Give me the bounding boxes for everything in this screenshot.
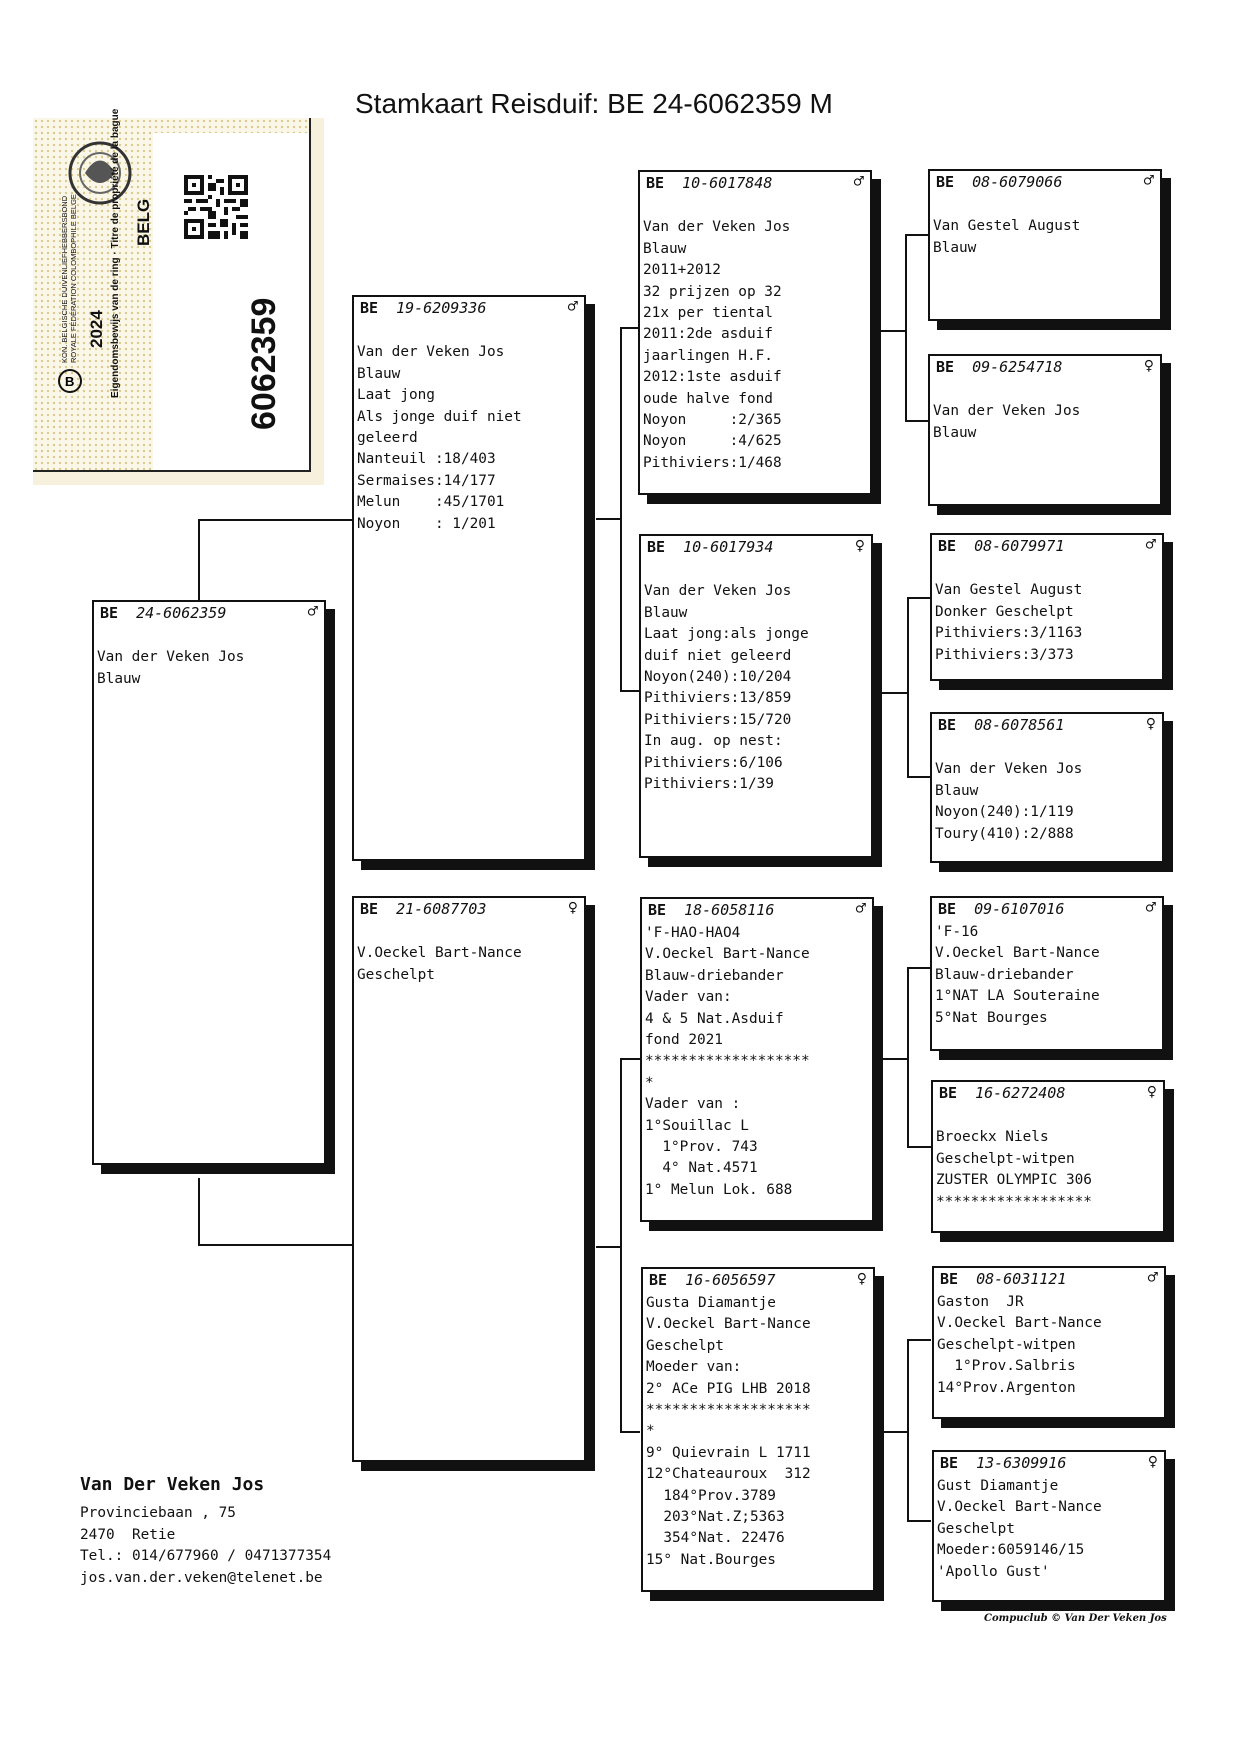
info-line: ****************** (936, 1193, 1092, 1210)
info-line: Laat jong:als jonge (644, 626, 809, 643)
pigeon-card-subject (92, 600, 326, 1165)
pigeon-card-header (360, 900, 578, 922)
info-line: Noyon(240):1/119 (935, 804, 1074, 821)
connector-line (907, 1339, 909, 1521)
country-code: BE (646, 174, 665, 192)
ring-number: 08-6079066 (972, 173, 1063, 191)
pigeon-card-lines (933, 195, 1156, 259)
pigeon-card-header (938, 716, 1156, 738)
info-line: 4 & 5 Nat.Asduif (645, 1010, 784, 1027)
info-line: 21x per tiental (643, 305, 773, 322)
sex-icon: ♀ (1143, 356, 1154, 376)
country-code: BE (940, 1454, 959, 1472)
info-line: 203°Nat.Z;5363 (646, 1509, 785, 1526)
pigeon-card-header (100, 604, 318, 626)
info-line: Pithiviers:3/1163 (935, 625, 1083, 642)
info-line: Pithiviers:15/720 (644, 711, 792, 728)
info-line: Toury(410):2/888 (935, 825, 1074, 842)
country-code: BE (100, 604, 119, 622)
pigeon-card-ggs3 (930, 896, 1164, 1051)
connector-line (907, 597, 909, 777)
info-line: Pithiviers:13/859 (644, 690, 792, 707)
info-line: 2011:2de asduif (643, 326, 773, 343)
ring-number: 24-6062359 (136, 604, 227, 622)
info-line (97, 626, 320, 647)
info-line: 2012:1ste asduif (643, 369, 782, 386)
owner-phone: Tel.: 014/677960 / 0471377354 (80, 1548, 332, 1564)
connector-line (198, 1178, 200, 1246)
info-line: * (645, 1074, 654, 1091)
info-line: Als jonge duif niet (357, 408, 522, 425)
pigeon-card-lines (937, 1476, 1160, 1583)
info-line (644, 560, 867, 581)
info-line: ******************* (645, 1053, 810, 1070)
ring-number: 10-6017934 (683, 538, 774, 556)
page-title: Stamkaart Reisduif: BE 24-6062359 M (355, 88, 833, 119)
info-line: Blauw (933, 424, 977, 441)
connector-line (198, 519, 353, 521)
info-line: Noyon : 1/201 (357, 515, 496, 532)
pigeon-card-lines (936, 1106, 1159, 1213)
connector-line (907, 776, 931, 778)
info-line: Sermaises:14/177 (357, 472, 496, 489)
pigeon-card-lines (646, 1293, 869, 1571)
info-line: 1°Prov.Salbris (937, 1358, 1076, 1375)
connector-line (882, 1058, 907, 1060)
info-line: 9° Quievrain L 1711 (646, 1444, 811, 1461)
info-line: 32 prijzen op 32 (643, 283, 782, 300)
info-line: oude halve fond (643, 390, 773, 407)
info-line: 1°NAT LA Souteraine (935, 988, 1100, 1005)
pigeon-card-header (648, 901, 866, 923)
connector-line (905, 234, 907, 421)
info-line: 1°Souillac L (645, 1117, 749, 1134)
pigeon-card-lines (645, 923, 868, 1201)
ring-number: 21-6087703 (396, 900, 487, 918)
footer-credit: Compuclub © Van Der Veken Jos (984, 1613, 1167, 1624)
sex-icon: ♂ (1145, 898, 1156, 918)
pigeon-card-lines (97, 626, 320, 690)
connector-line (596, 1246, 620, 1248)
connector-line (198, 519, 200, 601)
info-line: 4° Nat.4571 (645, 1160, 758, 1177)
connector-line (620, 327, 622, 691)
info-line: 'F-HAO-HAO4 (645, 925, 741, 941)
sex-icon: ♀ (567, 898, 578, 918)
info-line: Blauw-driebander (645, 967, 784, 984)
pigeon-card-header (646, 174, 864, 196)
info-line: In aug. op nest: (644, 733, 783, 750)
connector-line (907, 967, 909, 1147)
info-line (933, 380, 1156, 401)
info-line: Gaston JR (937, 1294, 1024, 1310)
info-line: Van der Veken Jos (643, 219, 791, 236)
info-line: V.Oeckel Bart-Nance (357, 945, 522, 962)
country-code: BE (938, 537, 957, 555)
info-line (643, 196, 866, 217)
info-line: 5°Nat Bourges (935, 1009, 1048, 1026)
pigeon-card-header (940, 1270, 1158, 1292)
country-code: BE (648, 901, 667, 919)
info-line: Gusta Diamantje (646, 1295, 776, 1311)
sex-icon: ♂ (1143, 171, 1154, 191)
qr-code-icon (184, 175, 248, 239)
connector-line (907, 1146, 931, 1148)
info-line: Geschelpt (646, 1337, 724, 1354)
info-line: ZUSTER OLYMPIC 306 (936, 1172, 1092, 1189)
info-line: Melun :45/1701 (357, 494, 505, 511)
pigeon-card-ggd1 (928, 354, 1162, 506)
pigeon-card-header (649, 1271, 867, 1293)
connector-line (907, 1339, 931, 1341)
sex-icon: ♀ (1146, 1082, 1157, 1102)
info-line: geleerd (357, 430, 418, 447)
federation-name-nl: KON. BELGISCHE DUIVENLIEFHEBBERSBOND (60, 195, 69, 363)
sex-icon: ♂ (307, 602, 318, 622)
info-line: Pithiviers:1/468 (643, 454, 782, 471)
info-line: Van der Veken Jos (644, 583, 792, 600)
country-code: BE (936, 358, 955, 376)
pigeon-card-lines (933, 380, 1156, 444)
ring-number: 18-6058116 (684, 901, 775, 919)
pigeon-card-ggs2 (930, 533, 1164, 681)
pigeon-card-header (938, 900, 1156, 922)
info-line (357, 321, 580, 342)
info-line: Geschelpt (937, 1520, 1015, 1537)
info-line: Pithiviers:6/106 (644, 754, 783, 771)
pigeon-card-lines (937, 1292, 1160, 1399)
info-line (935, 738, 1158, 759)
info-line: Van der Veken Jos (357, 344, 505, 361)
connector-line (620, 1058, 640, 1060)
ring-number: 09-6107016 (974, 900, 1065, 918)
info-line: V.Oeckel Bart-Nance (937, 1499, 1102, 1516)
pigeon-card-lines (643, 196, 866, 474)
ring-number: 19-6209336 (396, 299, 487, 317)
info-line: Vader van : (645, 1096, 741, 1113)
info-line: 'Apollo Gust' (937, 1563, 1050, 1580)
pigeon-card-header (936, 358, 1154, 380)
pigeon-card-dam (352, 896, 586, 1462)
sex-icon: ♂ (567, 297, 578, 317)
pigeon-card-sire (352, 295, 586, 861)
country-code: BE (360, 900, 379, 918)
pigeon-card-header (647, 538, 865, 560)
sex-icon: ♀ (1147, 1452, 1158, 1472)
pigeon-card-header (940, 1454, 1158, 1476)
owner-address: Provinciebaan , 75 (80, 1505, 236, 1521)
info-line: 12°Chateauroux 312 (646, 1466, 811, 1483)
info-line: Geschelpt-witpen (936, 1150, 1075, 1167)
info-line: Van der Veken Jos (935, 761, 1083, 778)
info-line: Blauw (933, 239, 977, 256)
federation-name-fr: ROYALE FÉDÉRATION COLOMBOPHILE BELGE (69, 194, 78, 363)
info-line: ******************* (646, 1402, 811, 1419)
info-line: Moeder:6059146/15 (937, 1542, 1085, 1559)
connector-line (907, 597, 931, 599)
info-line: Laat jong (357, 387, 435, 404)
info-line: V.Oeckel Bart-Nance (937, 1315, 1102, 1332)
pigeon-card-lines (357, 321, 580, 535)
info-line: Moeder van: (646, 1359, 742, 1376)
info-line: Van Gestel August (935, 582, 1083, 599)
pigeon-card-gd1 (639, 534, 873, 858)
ring-year: 2024 (87, 310, 106, 348)
info-line: jaarlingen H.F. (643, 347, 773, 364)
pigeon-card-ggd3 (931, 1080, 1165, 1233)
pigeon-card-gs1 (638, 170, 872, 495)
country-code: BE (360, 299, 379, 317)
info-line: Pithiviers:3/373 (935, 646, 1074, 663)
ring-number: 6062359 (245, 297, 283, 430)
connector-line (907, 967, 931, 969)
pigeon-card-header (939, 1084, 1157, 1106)
sex-icon: ♀ (1145, 714, 1156, 734)
info-line: Noyon(240):10/204 (644, 669, 792, 686)
ring-card (33, 108, 324, 485)
pigeon-card-ggs1 (928, 169, 1162, 321)
info-line: 2° ACe PIG LHB 2018 (646, 1380, 811, 1397)
country-code: BE (936, 173, 955, 191)
info-line: Noyon :2/365 (643, 412, 782, 429)
ownership-text: Eigendomsbewijs van de ring · Titre de propriété de la bague (110, 108, 121, 398)
info-line: Blauw (357, 365, 401, 382)
info-line: Nanteuil :18/403 (357, 451, 496, 468)
ring-number: 08-6031121 (976, 1270, 1067, 1288)
info-line: Blauw (97, 670, 141, 687)
connector-line (880, 330, 905, 332)
info-line: Broeckx Niels (936, 1129, 1049, 1146)
ring-number: 16-6056597 (685, 1271, 776, 1289)
pigeon-card-ggs4 (932, 1266, 1166, 1419)
connector-line (882, 692, 907, 694)
info-line: Van Gestel August (933, 218, 1081, 235)
info-line (935, 559, 1158, 580)
sex-icon: ♀ (856, 1269, 867, 1289)
pigeon-card-header (360, 299, 578, 321)
pigeon-card-ggd4 (932, 1450, 1166, 1602)
sex-icon: ♂ (853, 172, 864, 192)
info-line: Blauw-driebander (935, 966, 1074, 983)
sex-icon: ♀ (854, 536, 865, 556)
info-line: 15° Nat.Bourges (646, 1551, 776, 1568)
info-line: 354°Nat. 22476 (646, 1530, 785, 1547)
info-line: Noyon :4/625 (643, 433, 782, 450)
info-line: 1° Melun Lok. 688 (645, 1181, 793, 1198)
ring-number: 10-6017848 (682, 174, 773, 192)
info-line: V.Oeckel Bart-Nance (645, 946, 810, 963)
connector-line (905, 420, 929, 422)
connector-line (907, 1520, 931, 1522)
sex-icon: ♂ (855, 899, 866, 919)
pigeon-card-lines (644, 560, 867, 795)
connector-line (620, 327, 640, 329)
connector-line (620, 1431, 640, 1433)
info-line: fond 2021 (645, 1032, 723, 1049)
ring-number: 13-6309916 (976, 1454, 1067, 1472)
info-line: * (646, 1423, 655, 1440)
info-line (933, 195, 1156, 216)
connector-line (620, 1058, 622, 1432)
info-line: Blauw (935, 782, 979, 799)
info-line: Geschelpt (357, 966, 435, 983)
sex-icon: ♂ (1145, 535, 1156, 555)
owner-block (80, 1474, 331, 1589)
info-line: V.Oeckel Bart-Nance (935, 945, 1100, 962)
connector-line (620, 690, 640, 692)
owner-city: 2470 Retie (80, 1526, 176, 1543)
svg-text:B: B (65, 374, 75, 389)
info-line: Blauw (644, 604, 688, 621)
info-line: Vader van: (645, 989, 732, 1006)
info-line: V.Oeckel Bart-Nance (646, 1316, 811, 1333)
info-line (357, 922, 580, 943)
info-line: Donker Geschelpt (935, 603, 1074, 620)
pigeon-card-gd2 (641, 1267, 875, 1592)
pigeon-card-lines (357, 922, 580, 986)
ring-number: 09-6254718 (972, 358, 1063, 376)
info-line (936, 1106, 1159, 1127)
pigeon-card-gs2 (640, 897, 874, 1222)
country-code: BE (938, 900, 957, 918)
owner-email[interactable]: jos.van.der.veken@telenet.be (80, 1569, 323, 1586)
ring-number: 08-6078561 (974, 716, 1065, 734)
ring-country: BELG (134, 198, 153, 246)
info-line: Blauw (643, 240, 687, 257)
country-code: BE (939, 1084, 958, 1102)
country-code: BE (649, 1271, 668, 1289)
sex-icon: ♂ (1147, 1268, 1158, 1288)
connector-line (905, 234, 929, 236)
pigeon-card-lines (935, 559, 1158, 666)
pigeon-card-lines (935, 738, 1158, 845)
info-line: 2011+2012 (643, 262, 721, 279)
info-line: Pithiviers:1/39 (644, 776, 774, 793)
ring-number: 08-6079971 (974, 537, 1065, 555)
country-code: BE (647, 538, 666, 556)
info-line: 1°Prov. 743 (645, 1139, 758, 1156)
pigeon-card-lines (935, 922, 1158, 1029)
info-line: 'F-16 (935, 924, 979, 940)
connector-line (884, 1431, 907, 1433)
country-code: BE (938, 716, 957, 734)
pigeon-card-header (936, 173, 1154, 195)
b-logo-icon (57, 368, 83, 394)
connector-line (198, 1244, 353, 1246)
info-line: Geschelpt-witpen (937, 1336, 1076, 1353)
country-code: BE (940, 1270, 959, 1288)
info-line: 14°Prov.Argenton (937, 1379, 1076, 1396)
ring-number: 16-6272408 (975, 1084, 1066, 1102)
info-line: duif niet geleerd (644, 647, 792, 664)
pigeon-card-ggd2 (930, 712, 1164, 863)
owner-name: Van Der Veken Jos (80, 1474, 265, 1495)
connector-line (596, 518, 620, 520)
info-line: Gust Diamantje (937, 1478, 1059, 1494)
info-line: Van der Veken Jos (933, 403, 1081, 420)
info-line: 184°Prov.3789 (646, 1487, 776, 1504)
info-line: Van der Veken Jos (97, 649, 245, 666)
pigeon-card-header (938, 537, 1156, 559)
